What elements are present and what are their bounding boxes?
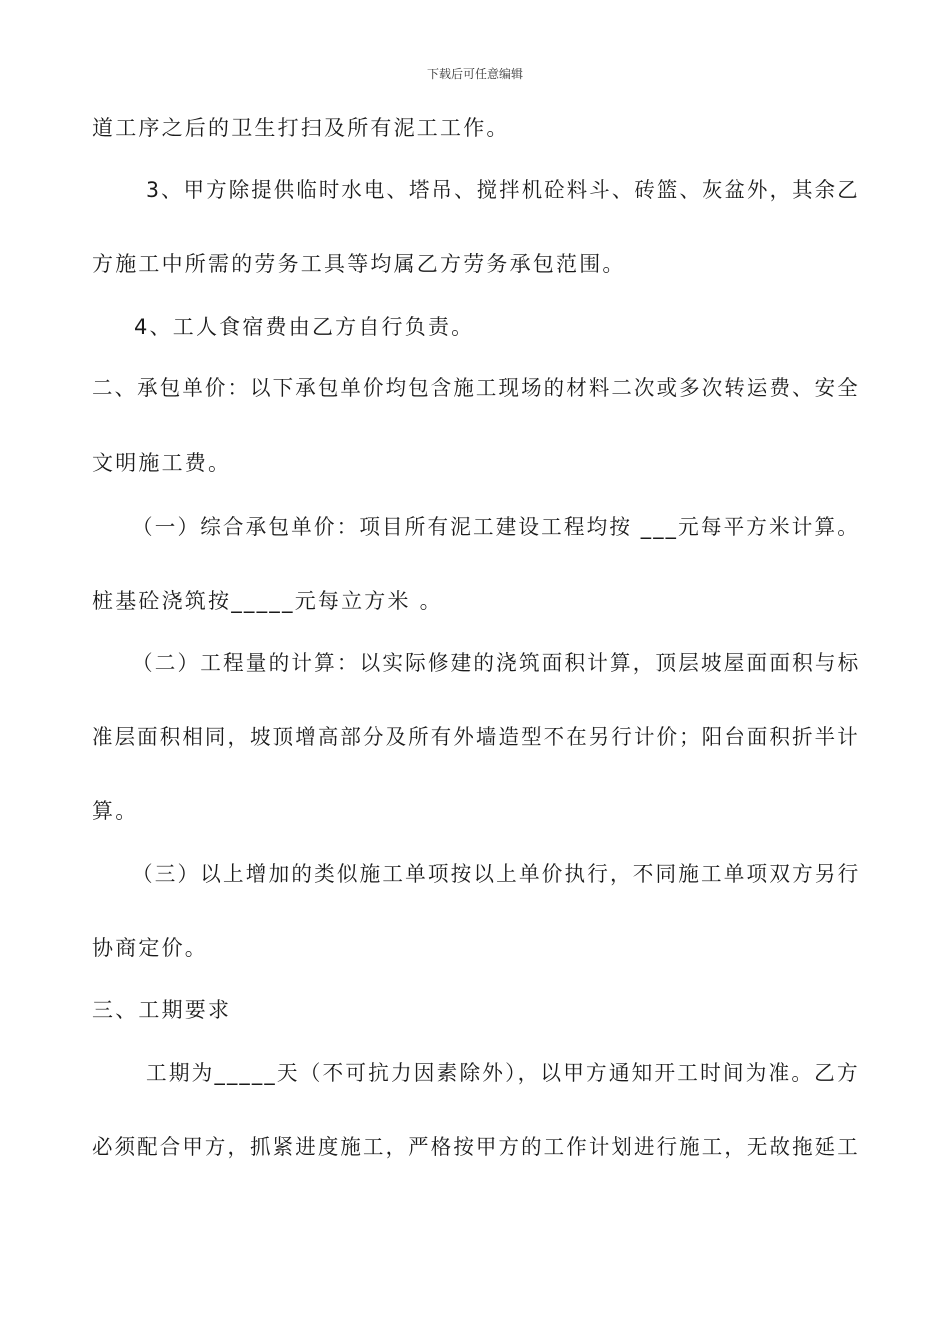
- paragraph-line-16: 必须配合甲方，抓紧进度施工，严格按甲方的工作计划进行施工，无故拖延工: [92, 1135, 860, 1159]
- paragraph-line-3: 方施工中所需的劳务工具等均属乙方劳务承包范围。: [92, 252, 626, 276]
- paragraph-line-7: （一）综合承包单价：项目所有泥工建设工程均按 ___元每平方米计算。: [132, 515, 860, 539]
- paragraph-line-10: 准层面积相同，坡顶增高部分及所有外墙造型不在另行计价；阳台面积折半计: [92, 725, 860, 749]
- paragraph-line-15: 工期为_____天（不可抗力因素除外），以甲方通知开工时间为准。乙方: [146, 1061, 860, 1085]
- paragraph-line-13: 协商定价。: [92, 936, 208, 960]
- page-header: 下载后可任意编辑: [426, 67, 523, 81]
- paragraph-line-1: 道工序之后的卫生打扫及所有泥工工作。: [92, 116, 510, 140]
- section-heading-2: 二、承包单价：以下承包单价均包含施工现场的材料二次或多次转运费、安全: [92, 376, 860, 400]
- paragraph-line-8: 桩基砼浇筑按_____元每立方米 。: [92, 589, 443, 613]
- paragraph-line-2: 3、甲方除提供临时水电、塔吊、搅拌机砼料斗、砖篮、灰盆外，其余乙: [146, 178, 860, 202]
- paragraph-line-4: 4、工人食宿费由乙方自行负责。: [134, 315, 475, 339]
- paragraph-line-11: 算。: [92, 799, 139, 823]
- paragraph-line-12: （三）以上增加的类似施工单项按以上单价执行，不同施工单项双方另行: [132, 862, 861, 886]
- paragraph-line-9: （二）工程量的计算：以实际修建的浇筑面积计算，顶层坡屋面面积与标: [132, 651, 861, 675]
- paragraph-line-6: 文明施工费。: [92, 451, 232, 475]
- section-heading-3: 三、工期要求: [92, 998, 232, 1022]
